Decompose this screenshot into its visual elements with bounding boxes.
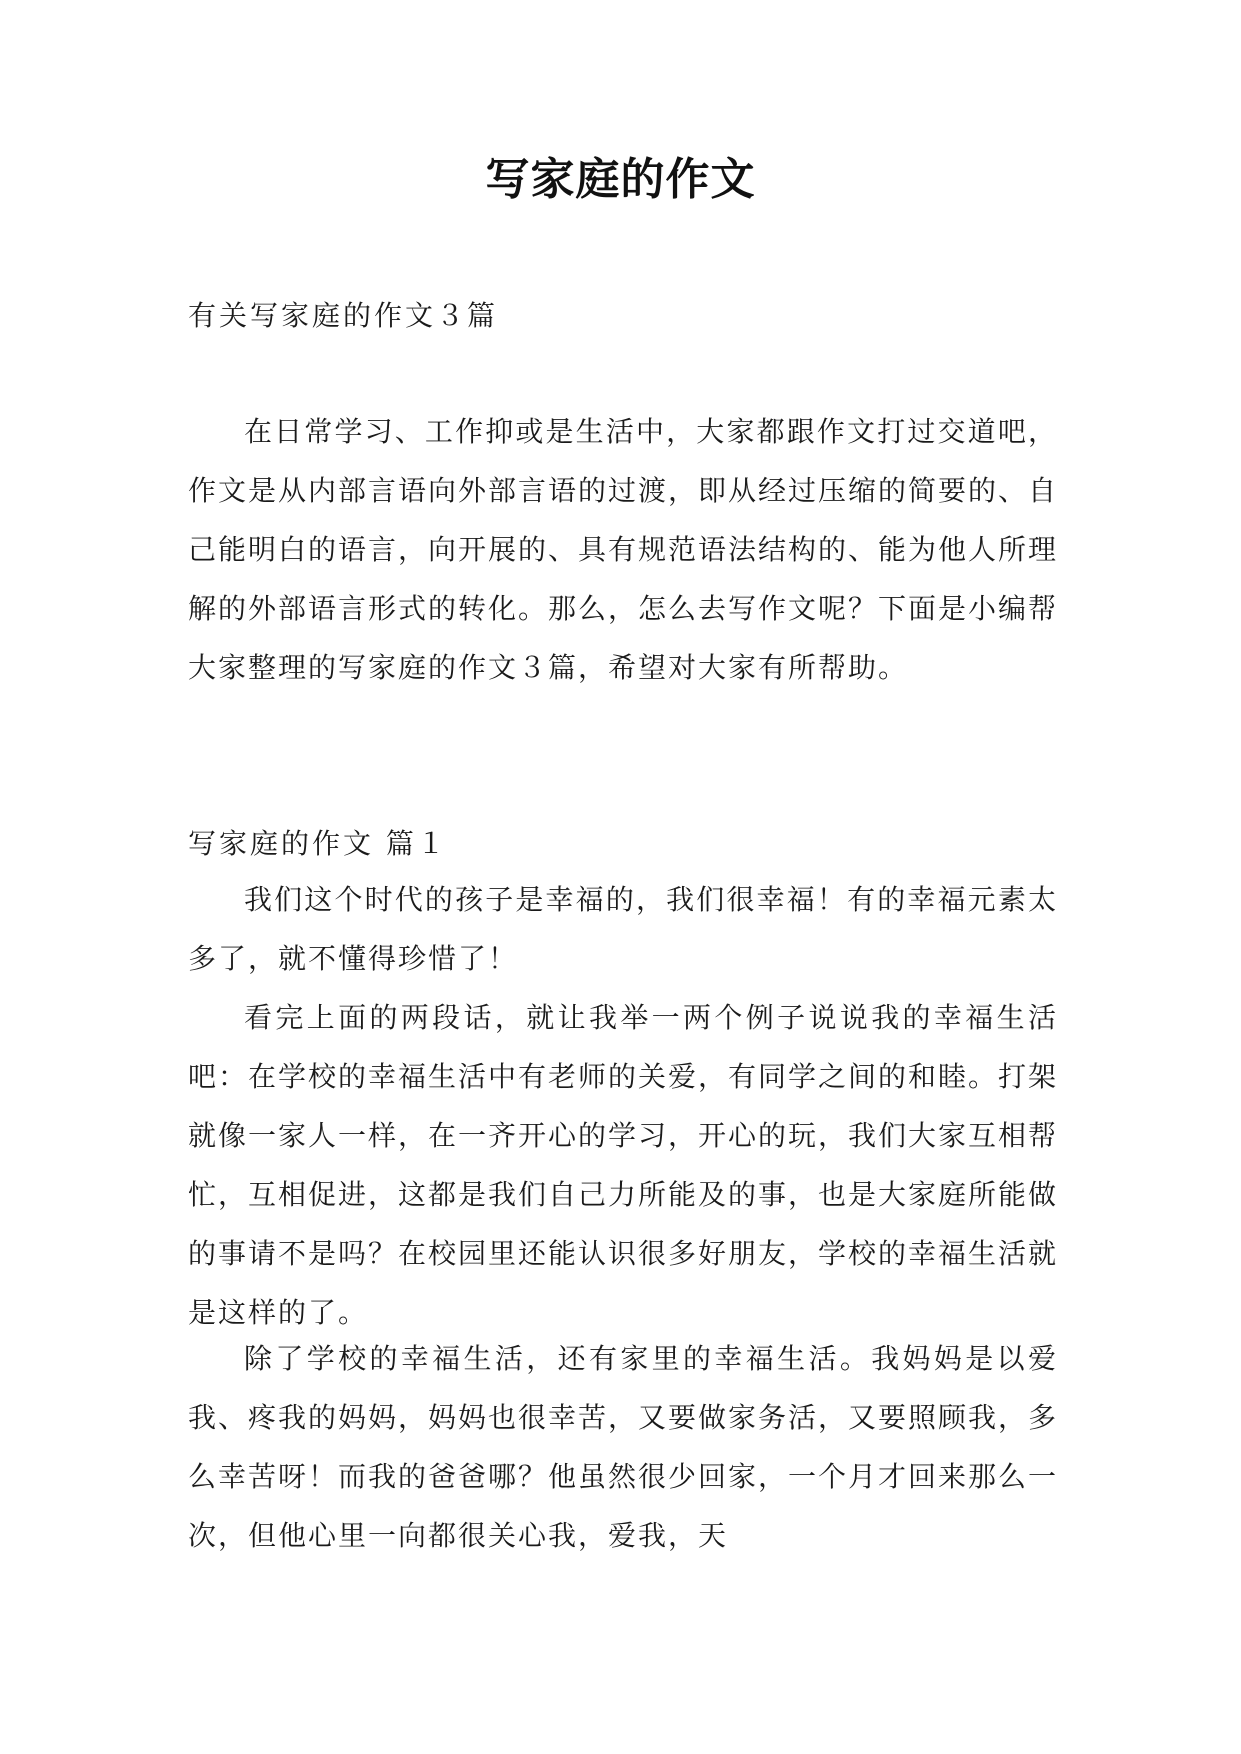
document-subtitle: 有关写家庭的作文３篇 [188, 299, 499, 332]
body-paragraph: 除了学校的幸福生活，还有家里的幸福生活。我妈妈是以爱我、疼我的妈妈，妈妈也很幸苦，又要做家务活，又要照顾我，多么幸苦呀！而我的爸爸哪？他虽然很少回家，一个月才回来那么一次，但他心里一向都很关心我，爱我，天 [188, 1342, 1059, 1552]
section-title: 写家庭的作文 篇１ [188, 827, 448, 860]
body-paragraph: 我们这个时代的孩子是幸福的，我们很幸福！有的幸福元素太多了，就不懂得珍惜了！ [188, 883, 1058, 975]
document-title: 写家庭的作文 [485, 154, 756, 205]
intro-paragraph: 在日常学习、工作抑或是生活中，大家都跟作文打过交道吧，作文是从内部言语向外部言语的过渡，即从经过压缩的简要的、自己能明白的语言，向开展的、具有规范语法结构的、能为他人所理解的外部语言形式的转化。那么，怎么去写作文呢？下面是小编帮大家整理的写家庭的作文３篇，希望对大家有所帮助。 [188, 415, 1059, 684]
body-paragraph: 看完上面的两段话，就让我举一两个例子说说我的幸福生活吧：在学校的幸福生活中有老师的关爱，有同学之间的和睦。打架就像一家人一样，在一齐开心的学习，开心的玩，我们大家互相帮忙，互相促进，这都是我们自己力所能及的事，也是大家庭所能做的事请不是吗？在校园里还能认识很多好朋友，学校的幸福生活就是这样的了。 [188, 1001, 1059, 1329]
